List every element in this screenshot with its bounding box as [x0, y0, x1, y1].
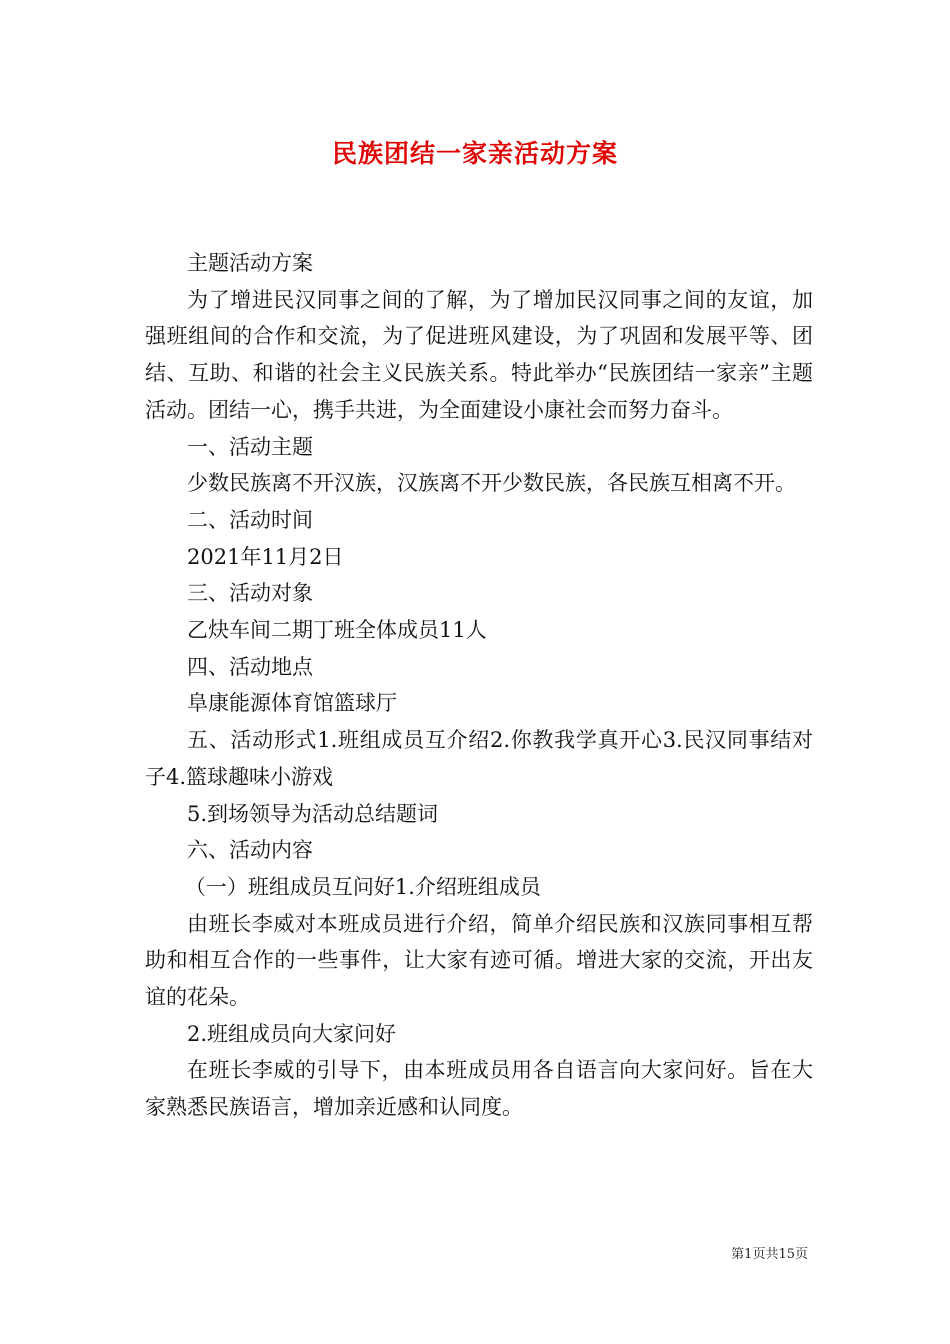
section-heading-theme: 一、活动主题	[187, 434, 313, 459]
subsection-heading-greeting: （一）班组成员互问好1.介绍班组成员	[184, 874, 541, 899]
page-indicator: 第1页共15页	[731, 1247, 808, 1262]
paragraph-participants: 乙炔车间二期丁班全体成员11人	[187, 618, 487, 643]
document-title: 民族团结一家亲活动方案	[331, 139, 618, 168]
paragraph-intro: 为了增进民汉同事之间的了解，为了增加民汉同事之间的友谊，加强班组间的合作和交流，为了促进班风建设，为了巩固和发展平等、团结、互助、和谐的社会主义民族关系。特此举办“民族团结一家亲”主题活动。团结一心，携手共进，为全面建设小康社会而努力奋斗。	[145, 287, 813, 422]
paragraph-theme: 少数民族离不开汉族，汉族离不开少数民族，各民族互相离不开。	[187, 471, 796, 496]
paragraph-hello: 在班长李威的引导下，由本班成员用各自语言向大家问好。旨在大家熟悉民族语言，增加亲近感和认同度。	[145, 1058, 813, 1120]
section-heading-participants: 三、活动对象	[187, 581, 313, 606]
paragraph-format-item: 5.到场领导为活动总结题词	[187, 801, 439, 826]
section-heading-time: 二、活动时间	[187, 507, 313, 532]
section-heading-format: 五、活动形式1.班组成员互介绍2.你教我学真开心3.民汉同事结对子4.篮球趣味小游戏	[145, 728, 813, 789]
paragraph-time: 2021年11月2日	[187, 544, 344, 569]
section-heading-location: 四、活动地点	[187, 654, 313, 679]
subsection-heading-hello: 2.班组成员向大家问好	[187, 1021, 397, 1046]
paragraph-location: 阜康能源体育馆篮球厅	[187, 691, 397, 716]
paragraph-introduction: 由班长李威对本班成员进行介绍，简单介绍民族和汉族同事相互帮助和相互合作的一些事件，让大家有迹可循。增进大家的交流，开出友谊的花朵。	[145, 911, 813, 1010]
section-heading-content: 六、活动内容	[187, 838, 313, 863]
paragraph-theme-heading: 主题活动方案	[187, 251, 313, 275]
document-body	[145, 245, 813, 1126]
